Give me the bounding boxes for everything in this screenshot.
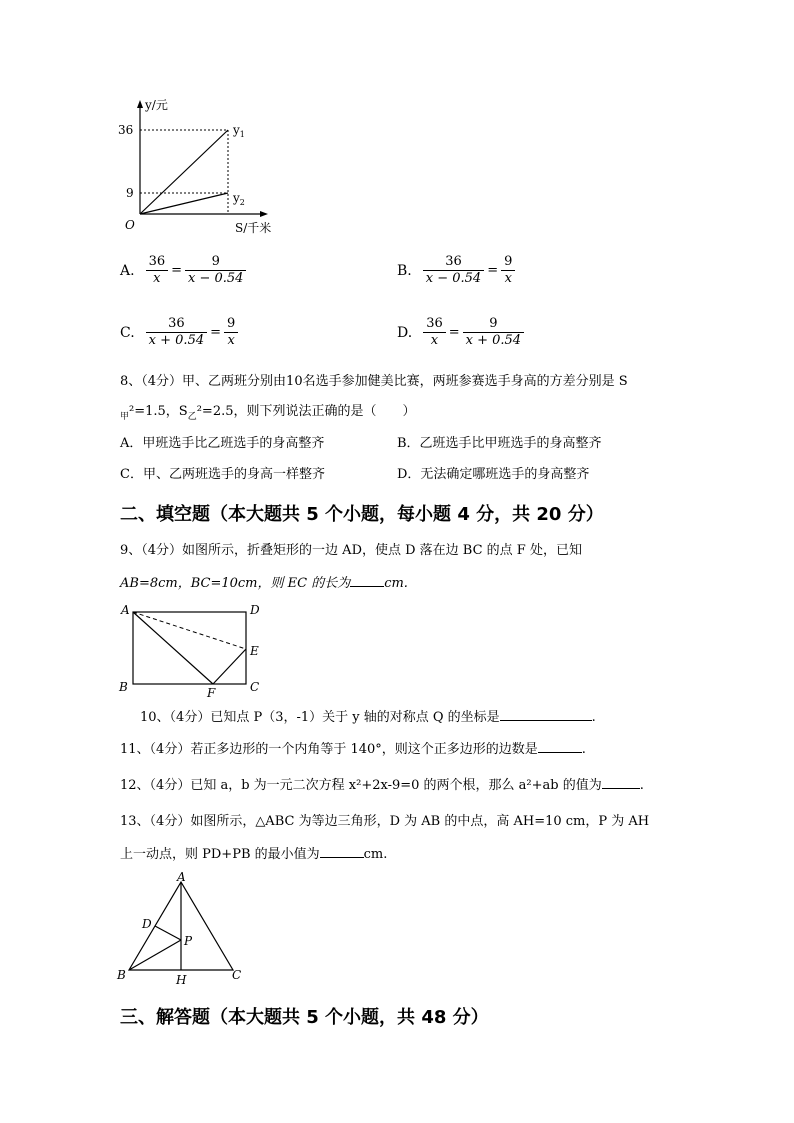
- answer-blank[interactable]: [350, 574, 384, 587]
- equals-sign: =: [210, 325, 222, 340]
- tick-9: 9: [126, 186, 134, 200]
- option-a[interactable]: [120, 254, 246, 287]
- equilateral-triangle-figure: [114, 870, 254, 988]
- section-heading-fill-in: 二、填空题（本大题共 5 个小题，每小题 4 分，共 20 分）: [120, 504, 604, 525]
- option-letter: B.: [397, 262, 412, 279]
- equals-sign: =: [171, 263, 183, 278]
- fraction-right: $\frac{9}{x - 0.54}$: [185, 254, 246, 287]
- fraction-right: $\frac{9}{x}$: [501, 254, 515, 287]
- tick-36: 36: [118, 123, 134, 137]
- q13-stem-line1: 13、（4分）如图所示，△ABC 为等边三角形，D 为 AB 的中点，高 AH=10 cm，P 为 AH: [120, 814, 650, 829]
- y-axis-arrow: [137, 100, 143, 108]
- answer-blank[interactable]: [320, 845, 364, 858]
- line-y1: [140, 130, 228, 214]
- label-D: D: [250, 603, 260, 617]
- label-A: A: [177, 870, 186, 884]
- label-H: H: [176, 973, 187, 987]
- equals-sign: =: [487, 263, 499, 278]
- fraction-left: $\frac{36}{x}$: [146, 254, 169, 287]
- segment-AF: [133, 612, 213, 684]
- option-letter: A.: [120, 262, 135, 279]
- segment-DP: [155, 926, 181, 940]
- origin-label: O: [125, 218, 135, 232]
- q9-stem-line2: AB=8cm，BC=10cm，则 EC 的长为 cm.: [120, 576, 408, 591]
- segment-FE: [213, 649, 246, 684]
- rectangle-ABCD: [133, 612, 246, 684]
- q10-stem: 10、（4分）已知点 P（3，-1）关于 y 轴的对称点 Q 的坐标是 .: [140, 710, 596, 725]
- label-B: B: [119, 680, 128, 694]
- label-C: C: [232, 968, 242, 982]
- q8-option-b[interactable]: B．乙班选手比甲班选手的身高整齐: [397, 436, 602, 451]
- section-heading-solutions: 三、解答题（本大题共 5 个小题，共 48 分）: [120, 1007, 489, 1028]
- answer-blank[interactable]: [602, 776, 640, 789]
- equals-sign: =: [448, 325, 460, 340]
- line-y1-label: $y_1$: [233, 123, 245, 139]
- fraction-right: $\frac{9}{x + 0.54}$: [463, 316, 524, 349]
- fraction-left: $\frac{36}{x - 0.54}$: [423, 254, 484, 287]
- label-E: E: [250, 644, 259, 658]
- q8-stem-line2: $_甲$²=1.5，$S_乙^2=2.5$，则下列说法正确的是（ ）: [120, 404, 416, 422]
- q9-stem-line1: 9、（4分）如图所示，折叠矩形的一边 AD，使点 D 落在边 BC 的点 F 处，已知: [120, 543, 582, 558]
- option-d[interactable]: [397, 316, 524, 349]
- q8-option-c[interactable]: C．甲、乙两班选手的身高一样整齐: [120, 467, 325, 482]
- q8-option-a[interactable]: A．甲班选手比乙班选手的身高整齐: [120, 436, 325, 451]
- fold-line-AE: [133, 612, 246, 649]
- label-D: D: [142, 917, 152, 931]
- q12-stem: 12、（4分）已知 a，b 为一元二次方程 x²+2x-9=0 的两个根，那么 a²+ab 的值为 .: [120, 778, 644, 793]
- fraction-right: $\frac{9}{x}$: [224, 316, 238, 349]
- label-P: P: [184, 934, 193, 948]
- x-axis-arrow: [260, 211, 268, 217]
- option-letter: D.: [397, 324, 413, 341]
- cost-distance-graph: [112, 96, 282, 238]
- fraction-left: $\frac{36}{x}$: [423, 316, 446, 349]
- line-y2-label: $y_2$: [233, 191, 245, 207]
- label-C: C: [250, 680, 260, 694]
- fraction-left: $\frac{36}{x + 0.54}$: [146, 316, 207, 349]
- q8-option-d[interactable]: D．无法确定哪班选手的身高整齐: [397, 467, 590, 482]
- option-b[interactable]: [397, 254, 515, 287]
- y-axis-label: y/元: [145, 98, 168, 112]
- q8-stem-line1: 8、（4分）甲、乙两班分别由10名选手参加健美比赛，两班参赛选手身高的方差分别是 S: [120, 374, 628, 389]
- answer-blank[interactable]: [500, 708, 592, 721]
- segment-BP: [129, 940, 181, 970]
- label-F: F: [207, 686, 216, 700]
- x-axis-label: S/千米: [235, 221, 272, 235]
- line-y2: [140, 193, 228, 214]
- q11-stem: 11、（4分）若正多边形的一个内角等于 140°，则这个正多边形的边数是 .: [120, 742, 586, 757]
- label-A: A: [121, 603, 130, 617]
- option-c[interactable]: [120, 316, 238, 349]
- q13-stem-line2: 上一动点，则 PD+PB 的最小值为 cm.: [120, 847, 388, 862]
- option-letter: C.: [120, 324, 135, 341]
- answer-blank[interactable]: [538, 740, 582, 753]
- folded-rectangle-figure: [116, 600, 268, 700]
- label-B: B: [117, 968, 126, 982]
